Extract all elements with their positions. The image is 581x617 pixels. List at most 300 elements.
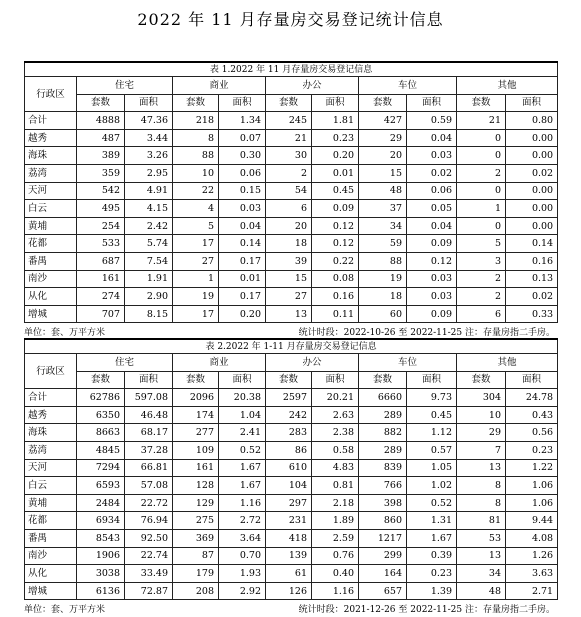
header-group-residential: 住宅 xyxy=(77,77,173,95)
count-cell: 39 xyxy=(266,252,312,270)
count-cell: 30 xyxy=(266,147,312,165)
area-cell: 0.02 xyxy=(407,164,457,182)
count-cell: 129 xyxy=(173,494,219,512)
area-cell: 22.74 xyxy=(125,547,173,565)
region-cell: 番禺 xyxy=(25,529,77,547)
area-cell: 0.80 xyxy=(506,112,558,130)
area-cell: 2.63 xyxy=(312,406,359,424)
count-cell: 48 xyxy=(359,182,407,200)
area-cell: 0.00 xyxy=(506,147,558,165)
area-cell: 1.31 xyxy=(407,512,457,530)
area-cell: 0.15 xyxy=(219,182,266,200)
count-cell: 29 xyxy=(359,129,407,147)
count-cell: 164 xyxy=(359,565,407,583)
count-cell: 0 xyxy=(457,182,506,200)
count-cell: 6660 xyxy=(359,389,407,407)
area-cell: 0.56 xyxy=(506,424,558,442)
count-cell: 369 xyxy=(173,529,219,547)
count-cell: 7 xyxy=(457,441,506,459)
area-cell: 0.16 xyxy=(312,288,359,306)
area-cell: 9.44 xyxy=(506,512,558,530)
header-sub: 套数 xyxy=(359,94,407,112)
area-cell: 0.04 xyxy=(407,129,457,147)
area-cell: 2.41 xyxy=(219,424,266,442)
header-sub: 套数 xyxy=(173,371,219,389)
count-cell: 289 xyxy=(359,441,407,459)
count-cell: 19 xyxy=(173,288,219,306)
count-cell: 2597 xyxy=(266,389,312,407)
count-cell: 0 xyxy=(457,129,506,147)
count-cell: 299 xyxy=(359,547,407,565)
area-cell: 0.76 xyxy=(312,547,359,565)
area-cell: 0.00 xyxy=(506,217,558,235)
header-sub: 套数 xyxy=(77,371,125,389)
count-cell: 533 xyxy=(77,235,125,253)
region-cell: 增城 xyxy=(25,305,77,323)
count-cell: 53 xyxy=(457,529,506,547)
area-cell: 0.81 xyxy=(312,477,359,495)
area-cell: 4.91 xyxy=(125,182,173,200)
area-cell: 0.11 xyxy=(312,305,359,323)
count-cell: 6 xyxy=(266,200,312,218)
header-group-other: 其他 xyxy=(457,77,558,95)
count-cell: 15 xyxy=(359,164,407,182)
count-cell: 231 xyxy=(266,512,312,530)
count-cell: 495 xyxy=(77,200,125,218)
area-cell: 0.13 xyxy=(506,270,558,288)
header-sub: 面积 xyxy=(219,94,266,112)
area-cell: 4.83 xyxy=(312,459,359,477)
area-cell: 1.67 xyxy=(407,529,457,547)
count-cell: 389 xyxy=(77,147,125,165)
count-cell: 161 xyxy=(77,270,125,288)
area-cell: 1.67 xyxy=(219,477,266,495)
area-cell: 0.02 xyxy=(506,164,558,182)
area-cell: 0.00 xyxy=(506,129,558,147)
count-cell: 304 xyxy=(457,389,506,407)
area-cell: 0.45 xyxy=(407,406,457,424)
area-cell: 57.08 xyxy=(125,477,173,495)
count-cell: 22 xyxy=(173,182,219,200)
count-cell: 86 xyxy=(266,441,312,459)
header-sub: 面积 xyxy=(312,371,359,389)
count-cell: 398 xyxy=(359,494,407,512)
count-cell: 61 xyxy=(266,565,312,583)
area-cell: 0.08 xyxy=(312,270,359,288)
count-cell: 48 xyxy=(457,582,506,600)
area-cell: 0.00 xyxy=(506,200,558,218)
count-cell: 254 xyxy=(77,217,125,235)
table2-note xyxy=(24,602,557,615)
count-cell: 2 xyxy=(266,164,312,182)
table1-body xyxy=(25,112,558,323)
area-cell: 0.07 xyxy=(219,129,266,147)
count-cell: 20 xyxy=(359,147,407,165)
header-sub: 面积 xyxy=(219,371,266,389)
count-cell: 6 xyxy=(457,305,506,323)
region-cell: 合计 xyxy=(25,389,77,407)
table-row xyxy=(25,529,558,547)
header-sub: 面积 xyxy=(506,371,558,389)
count-cell: 487 xyxy=(77,129,125,147)
table-row xyxy=(25,270,558,288)
header-sub: 套数 xyxy=(359,371,407,389)
table1-note xyxy=(24,325,557,338)
area-cell: 3.63 xyxy=(506,565,558,583)
area-cell: 0.17 xyxy=(219,252,266,270)
header-group-office: 办公 xyxy=(266,77,359,95)
area-cell: 1.91 xyxy=(125,270,173,288)
area-cell: 22.72 xyxy=(125,494,173,512)
header-sub: 面积 xyxy=(506,94,558,112)
count-cell: 610 xyxy=(266,459,312,477)
count-cell: 81 xyxy=(457,512,506,530)
region-cell: 花都 xyxy=(25,235,77,253)
header-region: 行政区 xyxy=(25,354,77,389)
count-cell: 13 xyxy=(457,547,506,565)
count-cell: 6593 xyxy=(77,477,125,495)
header-group-residential: 住宅 xyxy=(77,354,173,372)
count-cell: 0 xyxy=(457,147,506,165)
area-cell: 0.57 xyxy=(407,441,457,459)
count-cell: 242 xyxy=(266,406,312,424)
area-cell: 597.08 xyxy=(125,389,173,407)
area-cell: 0.06 xyxy=(407,182,457,200)
table-row xyxy=(25,406,558,424)
header-group-commercial: 商业 xyxy=(173,354,266,372)
table1-section xyxy=(24,61,557,338)
region-cell: 番禺 xyxy=(25,252,77,270)
area-cell: 0.20 xyxy=(219,305,266,323)
area-cell: 1.04 xyxy=(219,406,266,424)
count-cell: 13 xyxy=(457,459,506,477)
header-sub: 套数 xyxy=(457,371,506,389)
region-cell: 越秀 xyxy=(25,129,77,147)
count-cell: 289 xyxy=(359,406,407,424)
table-row xyxy=(25,147,558,165)
count-cell: 6934 xyxy=(77,512,125,530)
count-cell: 2484 xyxy=(77,494,125,512)
count-cell: 277 xyxy=(173,424,219,442)
area-cell: 4.08 xyxy=(506,529,558,547)
table-row xyxy=(25,477,558,495)
count-cell: 427 xyxy=(359,112,407,130)
region-cell: 南沙 xyxy=(25,547,77,565)
area-cell: 0.01 xyxy=(312,164,359,182)
area-cell: 1.34 xyxy=(219,112,266,130)
area-cell: 1.89 xyxy=(312,512,359,530)
area-cell: 0.58 xyxy=(312,441,359,459)
count-cell: 860 xyxy=(359,512,407,530)
count-cell: 274 xyxy=(77,288,125,306)
area-cell: 1.12 xyxy=(407,424,457,442)
table-row xyxy=(25,217,558,235)
count-cell: 21 xyxy=(266,129,312,147)
count-cell: 179 xyxy=(173,565,219,583)
count-cell: 766 xyxy=(359,477,407,495)
area-cell: 0.30 xyxy=(219,147,266,165)
table-row xyxy=(25,512,558,530)
area-cell: 0.12 xyxy=(312,217,359,235)
table-row xyxy=(25,288,558,306)
area-cell: 0.04 xyxy=(407,217,457,235)
header-sub: 套数 xyxy=(173,94,219,112)
table2-unit-note: 单位：套、万平方米 xyxy=(24,605,106,616)
region-cell: 花都 xyxy=(25,512,77,530)
table-row xyxy=(25,441,558,459)
count-cell: 54 xyxy=(266,182,312,200)
area-cell: 2.59 xyxy=(312,529,359,547)
table-row xyxy=(25,252,558,270)
region-cell: 天河 xyxy=(25,182,77,200)
area-cell: 1.26 xyxy=(506,547,558,565)
header-sub: 套数 xyxy=(77,94,125,112)
count-cell: 27 xyxy=(266,288,312,306)
area-cell: 1.02 xyxy=(407,477,457,495)
area-cell: 1.16 xyxy=(312,582,359,600)
count-cell: 657 xyxy=(359,582,407,600)
table-row xyxy=(25,112,558,130)
table-row xyxy=(25,164,558,182)
area-cell: 1.81 xyxy=(312,112,359,130)
area-cell: 0.03 xyxy=(219,200,266,218)
count-cell: 8663 xyxy=(77,424,125,442)
count-cell: 839 xyxy=(359,459,407,477)
area-cell: 0.03 xyxy=(407,288,457,306)
count-cell: 62786 xyxy=(77,389,125,407)
region-cell: 合计 xyxy=(25,112,77,130)
area-cell: 0.22 xyxy=(312,252,359,270)
count-cell: 542 xyxy=(77,182,125,200)
area-cell: 66.81 xyxy=(125,459,173,477)
count-cell: 5 xyxy=(173,217,219,235)
area-cell: 0.33 xyxy=(506,305,558,323)
count-cell: 4 xyxy=(173,200,219,218)
area-cell: 0.04 xyxy=(219,217,266,235)
count-cell: 6136 xyxy=(77,582,125,600)
area-cell: 1.67 xyxy=(219,459,266,477)
area-cell: 2.18 xyxy=(312,494,359,512)
region-cell: 白云 xyxy=(25,200,77,218)
count-cell: 59 xyxy=(359,235,407,253)
region-cell: 白云 xyxy=(25,477,77,495)
table2-caption: 表 2.2022 年 1-11 月存量房交易登记信息 xyxy=(25,339,558,354)
count-cell: 21 xyxy=(457,112,506,130)
header-group-parking: 车位 xyxy=(359,77,457,95)
count-cell: 218 xyxy=(173,112,219,130)
area-cell: 46.48 xyxy=(125,406,173,424)
area-cell: 0.03 xyxy=(407,270,457,288)
region-cell: 荔湾 xyxy=(25,164,77,182)
count-cell: 418 xyxy=(266,529,312,547)
area-cell: 24.78 xyxy=(506,389,558,407)
area-cell: 0.52 xyxy=(407,494,457,512)
count-cell: 245 xyxy=(266,112,312,130)
area-cell: 1.16 xyxy=(219,494,266,512)
table2-period-note: 统计时段：2021-12-26 至 2022-11-25 注：存量房指二手房。 xyxy=(298,605,555,616)
area-cell: 3.44 xyxy=(125,129,173,147)
area-cell: 7.54 xyxy=(125,252,173,270)
area-cell: 0.14 xyxy=(219,235,266,253)
area-cell: 8.15 xyxy=(125,305,173,323)
count-cell: 275 xyxy=(173,512,219,530)
count-cell: 1 xyxy=(173,270,219,288)
region-cell: 越秀 xyxy=(25,406,77,424)
table1 xyxy=(24,61,558,323)
count-cell: 1217 xyxy=(359,529,407,547)
area-cell: 20.38 xyxy=(219,389,266,407)
area-cell: 37.28 xyxy=(125,441,173,459)
table1-period-note: 统计时段：2022-10-26 至 2022-11-25 注：存量房指二手房。 xyxy=(298,328,555,339)
area-cell: 68.17 xyxy=(125,424,173,442)
area-cell: 0.52 xyxy=(219,441,266,459)
count-cell: 128 xyxy=(173,477,219,495)
count-cell: 161 xyxy=(173,459,219,477)
count-cell: 17 xyxy=(173,235,219,253)
count-cell: 18 xyxy=(359,288,407,306)
area-cell: 1.39 xyxy=(407,582,457,600)
area-cell: 1.06 xyxy=(506,477,558,495)
count-cell: 5 xyxy=(457,235,506,253)
count-cell: 1 xyxy=(457,200,506,218)
count-cell: 2 xyxy=(457,288,506,306)
header-sub: 套数 xyxy=(266,94,312,112)
count-cell: 174 xyxy=(173,406,219,424)
area-cell: 4.15 xyxy=(125,200,173,218)
area-cell: 0.43 xyxy=(506,406,558,424)
area-cell: 0.59 xyxy=(407,112,457,130)
header-sub: 面积 xyxy=(407,94,457,112)
area-cell: 0.14 xyxy=(506,235,558,253)
area-cell: 0.00 xyxy=(506,182,558,200)
count-cell: 687 xyxy=(77,252,125,270)
area-cell: 2.92 xyxy=(219,582,266,600)
area-cell: 0.40 xyxy=(312,565,359,583)
header-sub: 面积 xyxy=(125,94,173,112)
area-cell: 0.03 xyxy=(407,147,457,165)
region-cell: 黄埔 xyxy=(25,217,77,235)
region-cell: 黄埔 xyxy=(25,494,77,512)
count-cell: 139 xyxy=(266,547,312,565)
count-cell: 27 xyxy=(173,252,219,270)
header-sub: 套数 xyxy=(457,94,506,112)
table2-body xyxy=(25,389,558,600)
area-cell: 33.49 xyxy=(125,565,173,583)
count-cell: 6350 xyxy=(77,406,125,424)
area-cell: 76.94 xyxy=(125,512,173,530)
count-cell: 88 xyxy=(359,252,407,270)
area-cell: 2.90 xyxy=(125,288,173,306)
header-group-commercial: 商业 xyxy=(173,77,266,95)
table-row xyxy=(25,547,558,565)
area-cell: 2.72 xyxy=(219,512,266,530)
count-cell: 10 xyxy=(173,164,219,182)
count-cell: 29 xyxy=(457,424,506,442)
table-row xyxy=(25,494,558,512)
area-cell: 0.23 xyxy=(506,441,558,459)
area-cell: 72.87 xyxy=(125,582,173,600)
area-cell: 1.05 xyxy=(407,459,457,477)
count-cell: 8543 xyxy=(77,529,125,547)
table1-unit-note: 单位：套、万平方米 xyxy=(24,328,106,339)
area-cell: 92.50 xyxy=(125,529,173,547)
area-cell: 0.16 xyxy=(506,252,558,270)
count-cell: 87 xyxy=(173,547,219,565)
area-cell: 3.64 xyxy=(219,529,266,547)
count-cell: 3038 xyxy=(77,565,125,583)
area-cell: 0.02 xyxy=(506,288,558,306)
header-sub: 套数 xyxy=(266,371,312,389)
area-cell: 0.23 xyxy=(312,129,359,147)
header-sub: 面积 xyxy=(125,371,173,389)
table-row xyxy=(25,200,558,218)
region-cell: 南沙 xyxy=(25,270,77,288)
count-cell: 882 xyxy=(359,424,407,442)
count-cell: 18 xyxy=(266,235,312,253)
count-cell: 13 xyxy=(266,305,312,323)
area-cell: 0.39 xyxy=(407,547,457,565)
count-cell: 2 xyxy=(457,164,506,182)
area-cell: 0.17 xyxy=(219,288,266,306)
header-group-other: 其他 xyxy=(457,354,558,372)
page-title: 2022 年 11 月存量房交易登记统计信息 xyxy=(137,10,444,29)
area-cell: 0.05 xyxy=(407,200,457,218)
count-cell: 88 xyxy=(173,147,219,165)
count-cell: 8 xyxy=(457,494,506,512)
count-cell: 10 xyxy=(457,406,506,424)
count-cell: 4845 xyxy=(77,441,125,459)
header-sub: 面积 xyxy=(407,371,457,389)
area-cell: 2.38 xyxy=(312,424,359,442)
count-cell: 20 xyxy=(266,217,312,235)
area-cell: 0.01 xyxy=(219,270,266,288)
region-cell: 荔湾 xyxy=(25,441,77,459)
table-row xyxy=(25,305,558,323)
count-cell: 19 xyxy=(359,270,407,288)
count-cell: 3 xyxy=(457,252,506,270)
count-cell: 1906 xyxy=(77,547,125,565)
count-cell: 17 xyxy=(173,305,219,323)
header-group-parking: 车位 xyxy=(359,354,457,372)
count-cell: 2096 xyxy=(173,389,219,407)
area-cell: 0.09 xyxy=(407,235,457,253)
region-cell: 从化 xyxy=(25,288,77,306)
table-row xyxy=(25,235,558,253)
area-cell: 3.26 xyxy=(125,147,173,165)
region-cell: 海珠 xyxy=(25,424,77,442)
area-cell: 0.20 xyxy=(312,147,359,165)
count-cell: 359 xyxy=(77,164,125,182)
count-cell: 208 xyxy=(173,582,219,600)
table-row xyxy=(25,424,558,442)
area-cell: 2.71 xyxy=(506,582,558,600)
count-cell: 297 xyxy=(266,494,312,512)
count-cell: 7294 xyxy=(77,459,125,477)
count-cell: 707 xyxy=(77,305,125,323)
table-row xyxy=(25,459,558,477)
region-cell: 从化 xyxy=(25,565,77,583)
count-cell: 15 xyxy=(266,270,312,288)
table2 xyxy=(24,338,558,600)
count-cell: 4888 xyxy=(77,112,125,130)
area-cell: 0.70 xyxy=(219,547,266,565)
area-cell: 20.21 xyxy=(312,389,359,407)
region-cell: 增城 xyxy=(25,582,77,600)
table-row xyxy=(25,565,558,583)
count-cell: 8 xyxy=(457,477,506,495)
count-cell: 2 xyxy=(457,270,506,288)
region-cell: 海珠 xyxy=(25,147,77,165)
